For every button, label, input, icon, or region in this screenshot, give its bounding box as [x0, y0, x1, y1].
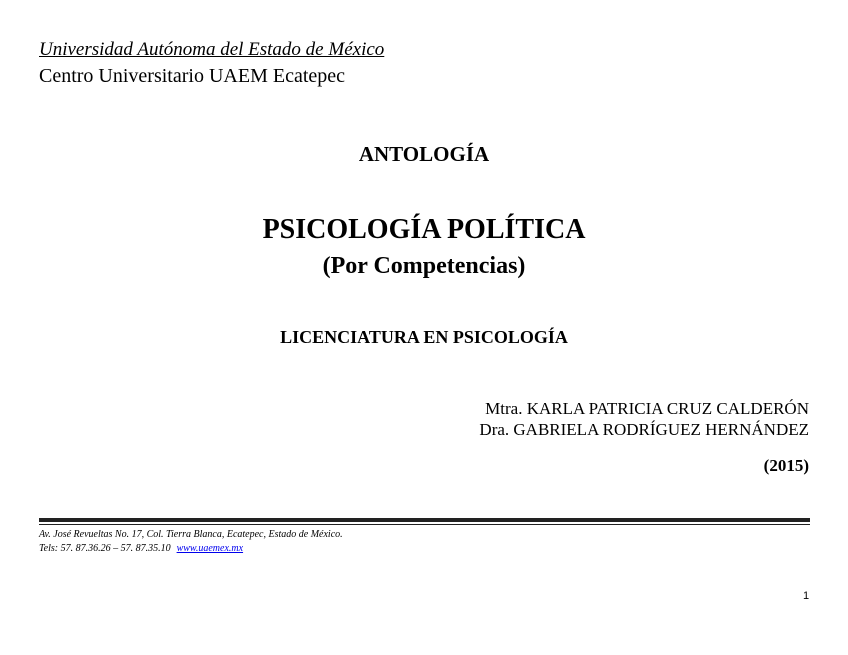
footer-divider-thick — [39, 518, 810, 522]
university-center: Centro Universitario UAEM Ecatepec — [39, 65, 346, 87]
university-name: Universidad Autónoma del Estado de México — [39, 39, 385, 60]
website-link[interactable]: www.uaemex.mx — [176, 543, 244, 554]
publication-year: (2015) — [763, 456, 809, 475]
footer-contact — [39, 542, 243, 555]
author-1: Mtra. KARLA PATRICIA CRUZ CALDERÓN — [485, 399, 809, 418]
document-heading: ANTOLOGÍA — [358, 142, 490, 166]
degree-program: LICENCIATURA EN PSICOLOGÍA — [280, 327, 568, 347]
subject-title: PSICOLOGÍA POLÍTICA — [262, 214, 586, 245]
footer-address: Av. José Revueltas No. 17, Col. Tierra Blanca, Ecatepec, Estado de México. — [39, 529, 343, 540]
subject-subtitle: (Por Competencias) — [322, 253, 526, 279]
page-number: 1 — [803, 590, 810, 602]
footer-divider-thin — [39, 524, 810, 525]
author-2: Dra. GABRIELA RODRÍGUEZ HERNÁNDEZ — [479, 420, 809, 439]
footer-phones: Tels: 57. 87.36.26 – 57. 87.35.10 — [39, 543, 171, 554]
